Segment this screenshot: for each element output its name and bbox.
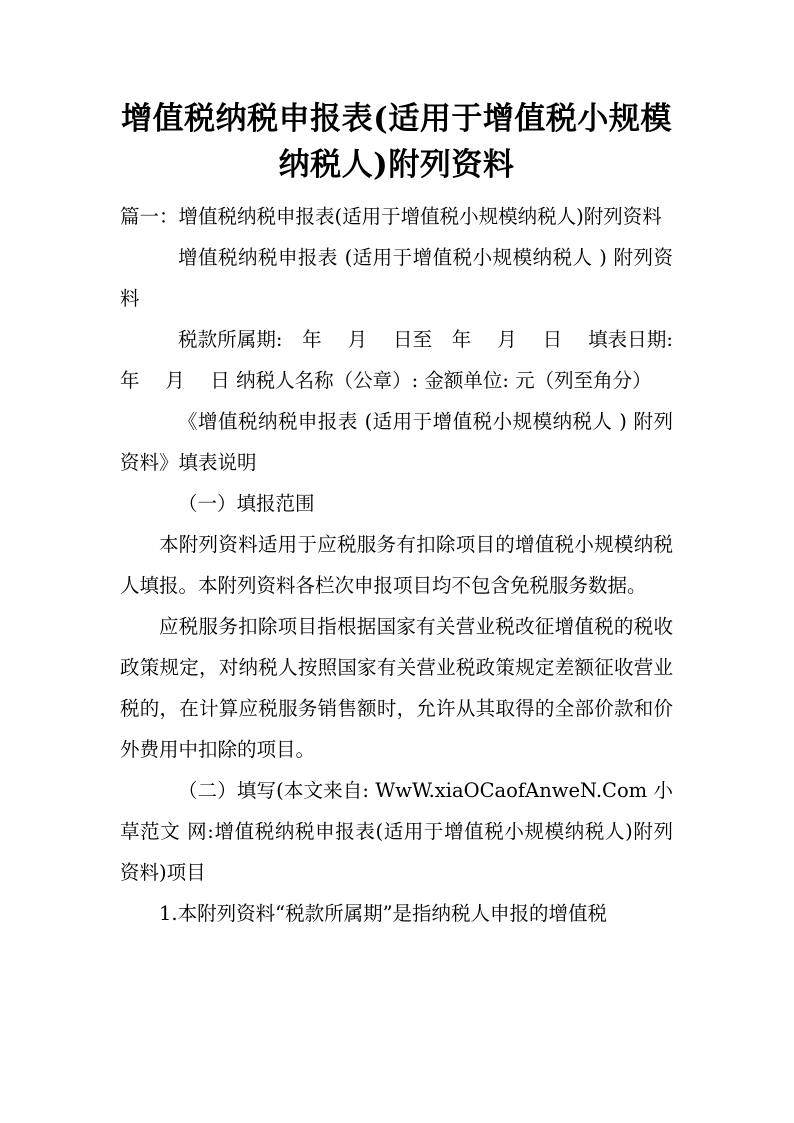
paragraph-article-one: 篇一：增值税纳税申报表(适用于增值税小规模纳税人)附列资料	[120, 205, 662, 228]
paragraph-tax-period: 税款所属期: 年 月 日至 年 月 日 填表日期: 年 月 日 纳税人名称（公章）: 金额单位: 元（列至角分）	[120, 328, 673, 392]
section-heading-scope: （一）填报范围	[178, 492, 315, 515]
paragraph-scope: 本附列资料适用于应税服务有扣除项目的增值税小规模纳税人填报。本附列资料各栏次申报项目均不包含免税服务数据。	[120, 533, 673, 597]
paragraph-item-one: 1.本附列资料“税款所属期”是指纳税人申报的增值税	[159, 902, 608, 925]
document-page	[120, 96, 673, 934]
document-title: 增值税纳税申报表(适用于增值税小规模纳税人)附列资料	[121, 101, 672, 183]
section-heading-items: （二）填写(本文来自: WwW.xiaOCaofAnweN.Com 小草范文 网:增值税纳税申报表(适用于增值税小规模纳税人)附列资料)项目	[120, 779, 673, 884]
paragraph-deduction-items: 应税服务扣除项目指根据国家有关营业税改征增值税的税收政策规定，对纳税人按照国家有关营业税政策规定差额征收营业税的，在计算应税服务销售额时，允许从其取得的全部价款和价外费用中扣除的项目。	[120, 615, 673, 761]
paragraph-instructions-heading: 《增值税纳税申报表 (适用于增值税小规模纳税人 ) 附列资料》填表说明	[120, 410, 673, 474]
paragraph-form-name: 增值税纳税申报表 (适用于增值税小规模纳税人 ) 附列资料	[120, 246, 673, 310]
